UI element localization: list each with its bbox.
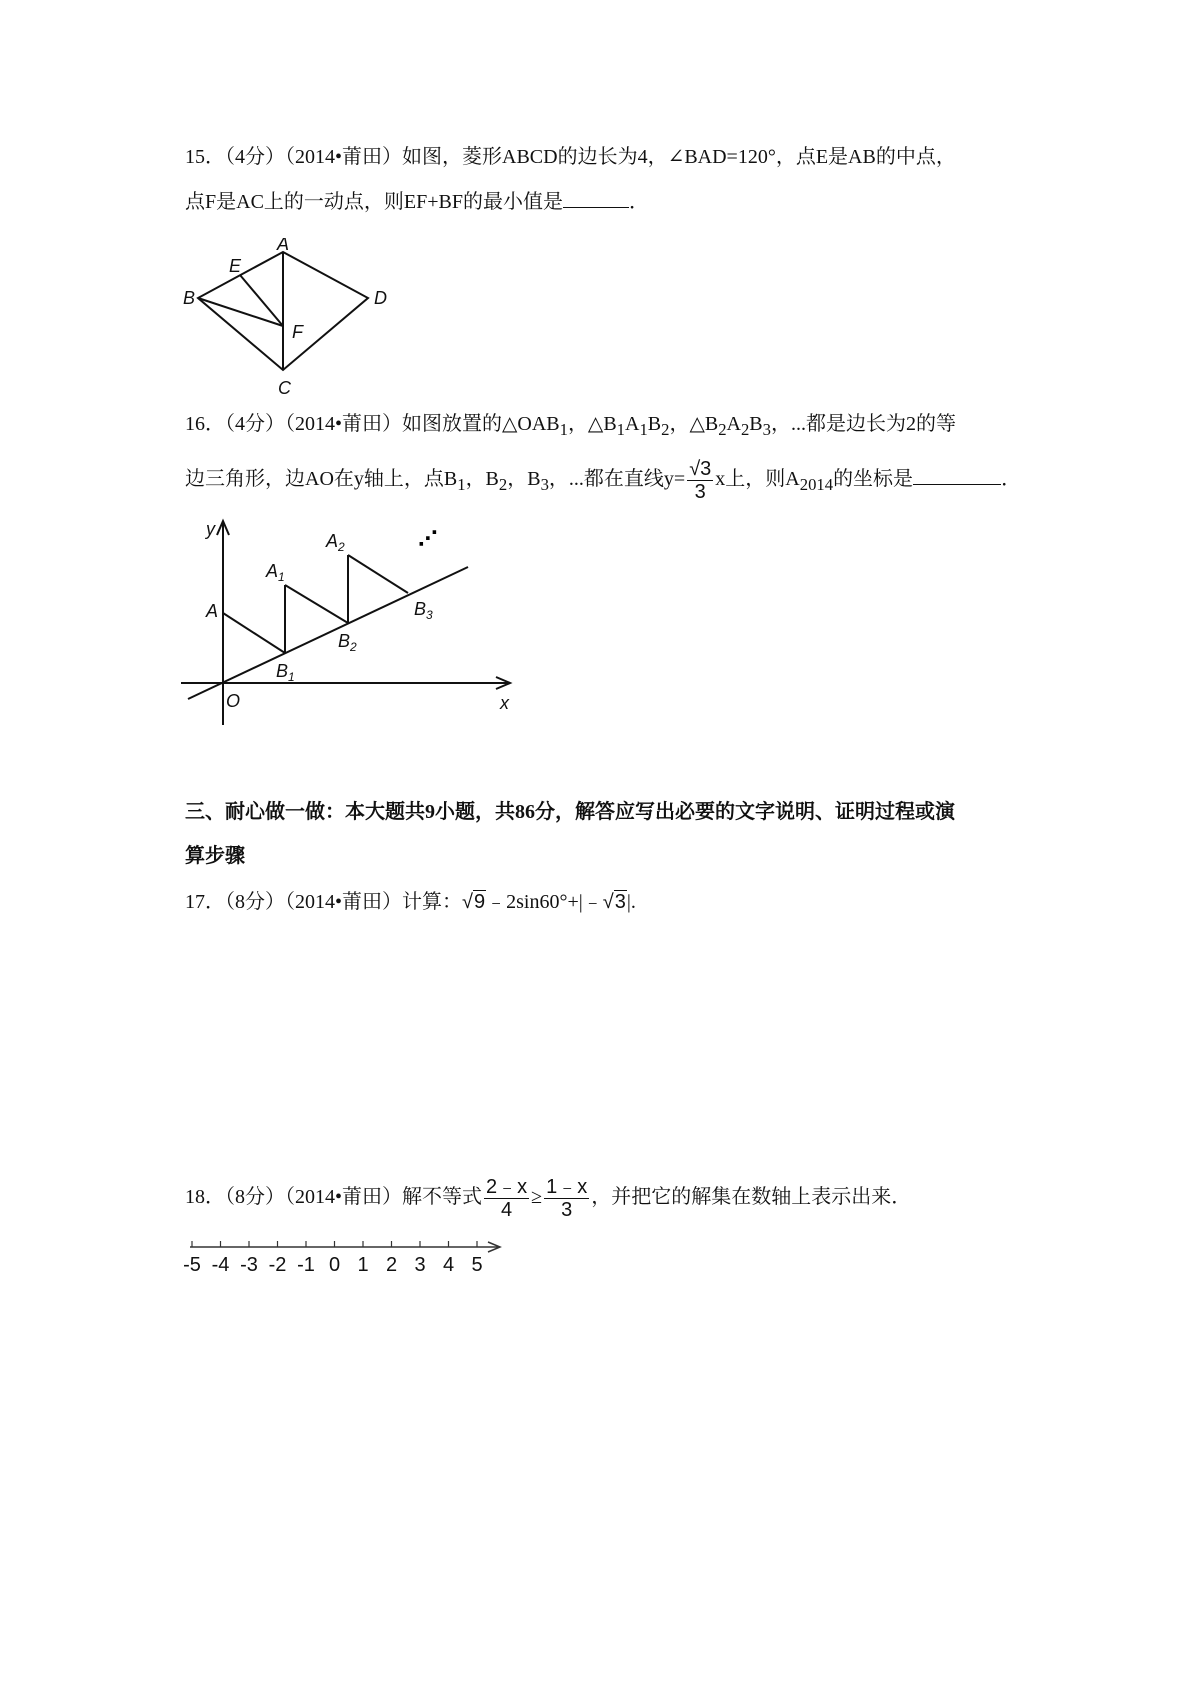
q15-rhombus-figure [180, 238, 400, 403]
label-f: F [292, 322, 303, 342]
q18-frac2-num: 1﹣x [546, 1176, 588, 1198]
q17-radicand-9: 9 [474, 891, 486, 913]
q18-suffix: ，并把它的解集在数轴上表示出来． [591, 1186, 912, 1209]
label-b1 [276, 661, 295, 684]
q15-line2 [185, 187, 649, 216]
label-x: x [500, 693, 509, 713]
q16-sub6: 2 [740, 420, 750, 439]
number-line-label: -1 [297, 1254, 315, 1276]
label-a2-sub: 2 [338, 540, 345, 554]
number-line-label: -5 [183, 1254, 201, 1276]
label-e: E [229, 256, 242, 276]
q18-frac1-num: 2﹣x [486, 1176, 528, 1198]
q16-t3: A [625, 413, 640, 435]
number-line-label: 3 [414, 1254, 426, 1276]
q16-t1: 16．（4分）（2014•莆田）如图放置的△OAB [185, 413, 560, 435]
q16-l2-sub2: 2 [498, 475, 508, 495]
q16-t2: ，△B [567, 413, 617, 435]
q16-l2-t4: ，...都在直线y= [548, 468, 686, 491]
label-a2 [325, 531, 345, 554]
q16-l2-t6: 的坐标是 [833, 468, 914, 491]
number-line-label: 1 [357, 1254, 369, 1276]
label-a2-letter: A [326, 531, 339, 551]
q16-sub4: 2 [661, 420, 670, 439]
q18-frac1-den: 4 [501, 1199, 513, 1221]
q17-end: |. [626, 891, 636, 913]
q16-t6: A [726, 413, 741, 435]
q16-frac-den: 3 [694, 481, 706, 503]
q16-sub7: 3 [762, 420, 771, 439]
q17-mid: ﹣2sin60°+|﹣ [486, 891, 603, 913]
q16-line2 [185, 458, 1021, 503]
label-o: O [226, 691, 241, 711]
label-b1-sub: 1 [288, 670, 295, 684]
section3-heading-line2: 算步骤 [185, 845, 245, 867]
q16-l2-t2: ，B [465, 468, 499, 491]
q18-line [185, 1176, 911, 1221]
label-b2-letter: B [338, 631, 351, 651]
line-y-sqrt3-over-3-x [188, 567, 468, 699]
q16-t8: ，...都是边长为2的等 [770, 413, 956, 435]
q16-frac-num: √3 [689, 458, 712, 480]
q15-text-1: 15．（4分）（2014•莆田）如图，菱形ABCD的边长为4，∠BAD=120°，点E是AB的中点， [185, 146, 956, 168]
label-a1-letter: A [266, 561, 279, 581]
q17-sqrt-9: √9 [462, 891, 486, 913]
q18-ge-sign: ≥ [531, 1186, 543, 1209]
q16-l2-t1: 边三角形，边AO在y轴上，点B [185, 468, 458, 491]
number-line-label: 4 [442, 1254, 455, 1276]
q16-l2-t3: ，B [507, 468, 541, 491]
q16-t7: B [749, 413, 763, 435]
q17-radicand-3: 3 [614, 891, 626, 913]
label-a: A [277, 238, 290, 254]
q16-l2-sub1: 1 [457, 475, 466, 495]
q16-end: ． [1001, 468, 1022, 491]
seg-a-b1 [223, 613, 285, 653]
label-b3 [414, 599, 433, 622]
q15-line1 [185, 143, 956, 171]
label-a1 [265, 561, 285, 584]
section3-heading-line1: 三、耐心做一做：本大题共9小题，共86分，解答应写出必要的文字说明、证明过程或演 [185, 801, 955, 823]
q18-prefix: 18．（8分）（2014•莆田）解不等式 [185, 1186, 483, 1209]
q16-fraction [687, 458, 713, 503]
label-b3-letter: B [414, 599, 427, 619]
q16-answer-blank [913, 464, 1001, 485]
q16-sub3: 1 [639, 420, 648, 439]
seg-a2-b3 [348, 555, 408, 593]
q18-frac2-den: 3 [561, 1199, 573, 1221]
number-line-label: -2 [268, 1254, 287, 1276]
q16-l2-t5: x上，则A [715, 468, 800, 491]
q16-t4: B [647, 413, 662, 435]
q18-fraction-right [544, 1176, 589, 1221]
q18-fraction-left [484, 1176, 529, 1221]
q15-text-2: 点F是AC上的一动点，则EF+BF的最小值是 [185, 191, 563, 213]
number-line-label: -4 [211, 1254, 230, 1276]
label-c: C [278, 378, 291, 398]
label-a1-sub: 1 [278, 570, 285, 584]
q16-coordinate-figure [178, 515, 518, 730]
continuation-dots: ⋰ [418, 528, 438, 550]
q15-end: ． [629, 191, 649, 213]
q16-l2-sub4: 2014 [799, 475, 834, 495]
q16-line1 [185, 410, 956, 444]
q15-answer-blank [563, 187, 629, 208]
label-b1-letter: B [276, 661, 289, 681]
q16-sub2: 1 [616, 420, 625, 439]
seg-a1-b2 [285, 585, 348, 623]
q17-prefix: 17．（8分）（2014•莆田）计算： [185, 891, 463, 913]
label-y: y [206, 519, 215, 539]
label-d: D [374, 288, 387, 308]
label-b: B [183, 288, 196, 308]
label-a-origin: A [206, 601, 219, 621]
q17-line [185, 888, 636, 916]
number-line-label: -3 [240, 1254, 258, 1276]
q16-sub5: 2 [718, 420, 727, 439]
q17-sqrt-3: √3 [602, 891, 626, 913]
label-b2 [338, 631, 357, 654]
number-line-label: 5 [471, 1254, 483, 1276]
q16-l2-sub3: 3 [540, 475, 549, 495]
q16-sub1: 1 [559, 420, 568, 439]
label-b3-sub: 3 [426, 608, 433, 622]
label-b2-sub: 2 [350, 640, 357, 654]
number-line-label: 2 [385, 1254, 398, 1276]
q16-t5: ，△B [669, 413, 719, 435]
number-line-label: 0 [328, 1254, 341, 1276]
q18-number-line [180, 1235, 510, 1283]
